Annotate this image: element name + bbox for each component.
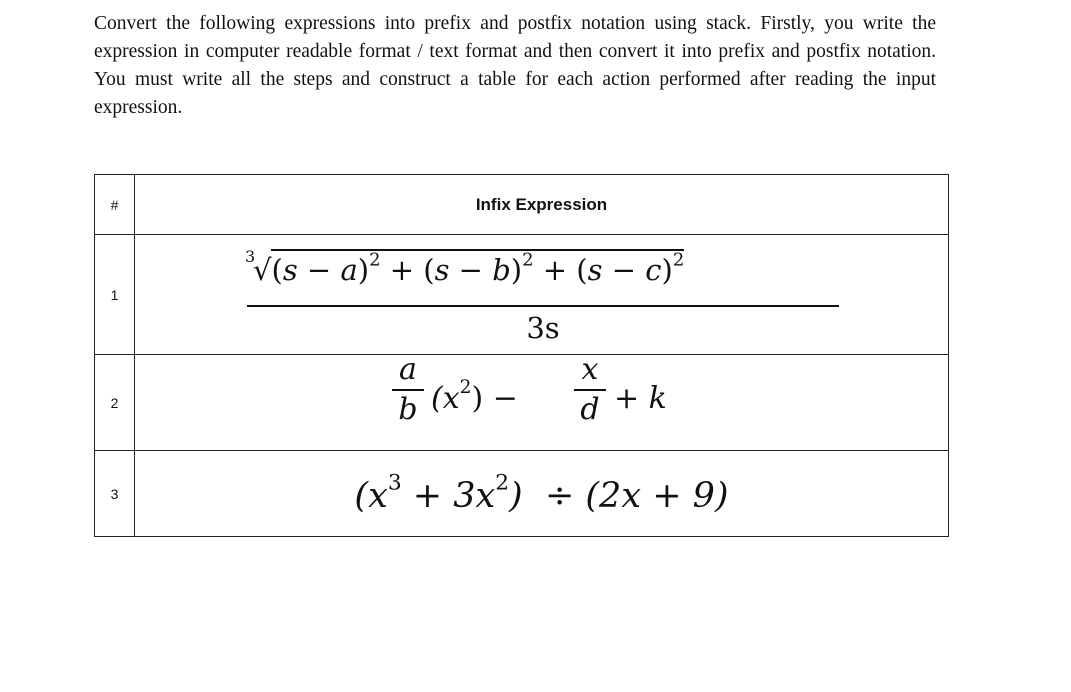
expression-2 (135, 352, 948, 450)
row-number: 3 (95, 451, 135, 537)
expression-cell (135, 352, 949, 451)
row-number: 2 (95, 355, 135, 451)
header-number: # (95, 175, 135, 235)
fraction-a-over-b: a b (391, 353, 425, 427)
expression-cell (135, 235, 949, 355)
row-number: 1 (95, 235, 135, 355)
root-index: 3 (245, 247, 256, 266)
expression-1-numerator (247, 249, 684, 287)
fraction-bar (247, 305, 839, 307)
expression-table (94, 174, 949, 537)
expression-2-middle: $(x^2)$ − (431, 377, 518, 416)
table-row (95, 235, 949, 355)
fraction-x-over-d: x d (573, 353, 607, 427)
expression-1 (135, 235, 948, 354)
expression-1-denominator: 3s (526, 311, 560, 345)
expression-2-tail: + k (614, 381, 667, 416)
expression-3: $(x^3 + 3x^2) \div (2x + 9)$ (135, 451, 949, 537)
instructions-text: Convert the following expressions into prefix and postfix notation using stack. Firstly, you write the expression in computer readable format / text format and then convert it into prefix and postfix notation. You must write all the steps and construct a table for each action performed after reading the input expression. (94, 13, 936, 118)
table-header-row (95, 175, 949, 235)
table-row (95, 451, 949, 537)
table-row (95, 355, 949, 451)
radical-sign: √ (253, 253, 272, 287)
header-infix-expression: Infix Expression (135, 175, 949, 235)
radicand: $(s - a)^2 + (s - b)^2 + (s - c)^2$ (271, 249, 685, 287)
